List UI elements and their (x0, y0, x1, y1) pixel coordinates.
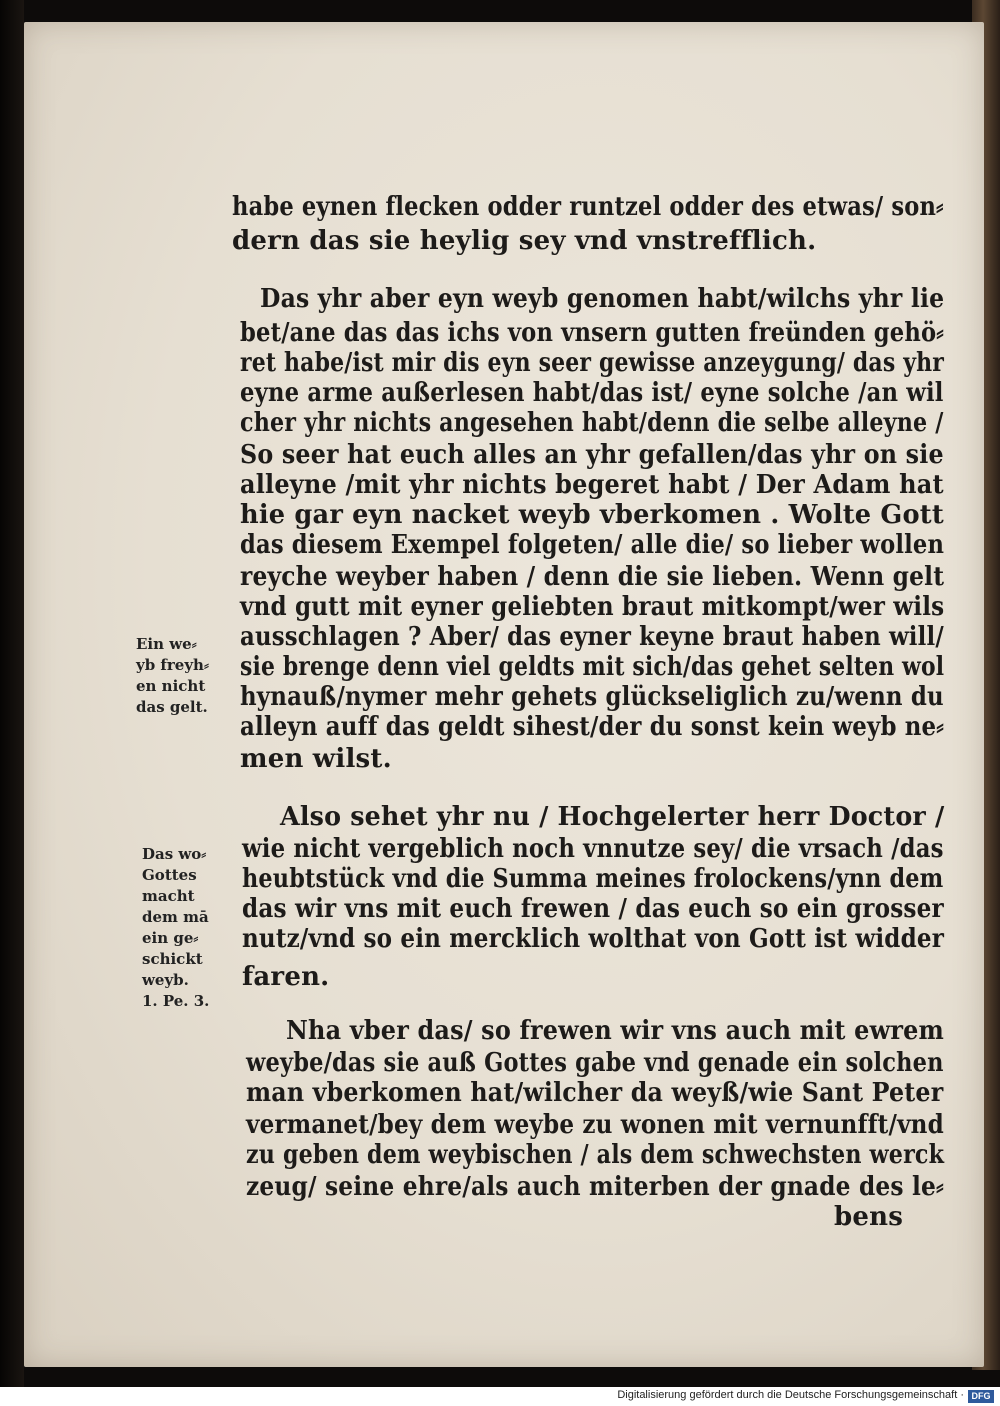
margin-note-line: weyb. (142, 971, 189, 989)
margin-note-line: dem mā (142, 908, 209, 926)
text-line: heubtstück vnd die Summa meines frolockens/ynn dem (242, 864, 944, 894)
text-line: alleyne /mit yhr nichts begeret habt / Der Adam hat (240, 470, 944, 500)
text-line: weybe/das sie auß Gottes gabe vnd genade ein solchen (246, 1048, 944, 1078)
text-line: sie brenge denn viel geldts mit sich/das gehet selten wol (240, 652, 945, 682)
text-line: dern das sie heylig sey vnd vnstrefflich. (232, 226, 817, 256)
margin-note (142, 844, 209, 1012)
text-line: reyche weyber haben / denn die sie lieben. Wenn gelt (240, 562, 945, 592)
text-line: Nha vber das/ so frewen wir vns auch mit ewrem (286, 1016, 945, 1046)
margin-note-line: en nicht (136, 677, 206, 695)
dfg-logo: DFG (968, 1390, 994, 1403)
text-line: So seer hat euch alles an yhr gefallen/das yhr on sie (240, 440, 944, 470)
margin-note-line: schickt (142, 950, 203, 968)
margin-note-line: ein ge⸗ (142, 929, 199, 947)
footer-bar (0, 1387, 1000, 1406)
margin-note-line: Gottes (142, 866, 197, 884)
text-line: bet/ane das das ichs von vnsern gutten freünden gehö⸗ (240, 318, 945, 348)
text-line: faren. (242, 962, 330, 992)
text-line: ret habe/ist mir dis eyn seer gewisse anzeygung/ das yhr (240, 348, 945, 378)
text-line: das wir vns mit euch frewen / das euch so ein grosser (242, 894, 944, 924)
text-line: cher yhr nichts angesehen habt/denn die selbe alleyne / (240, 408, 944, 438)
text-line: alleyn auff das geldt sihest/der du sonst kein weyb ne⸗ (240, 712, 945, 742)
book-page (24, 22, 984, 1367)
text-line: habe eynen flecken odder runtzel odder des etwas/ son⸗ (232, 192, 944, 222)
text-line: eyne arme außerlesen habt/das ist/ eyne solche /an wil (240, 378, 944, 408)
text-line: bens (834, 1202, 904, 1232)
margin-note-line: 1. Pe. 3. (142, 992, 210, 1010)
text-line: Das yhr aber eyn weyb genomen habt/wilchs yhr lie (260, 284, 945, 314)
margin-note-line: Ein we⸗ (136, 635, 197, 653)
text-line: hynauß/nymer mehr gehets glückseliglich zu/wenn du (240, 682, 944, 712)
book-spine (0, 0, 24, 1390)
text-line: hie gar eyn nacket weyb vberkomen . Wolte Gott (240, 500, 944, 530)
text-line: zeug/ seine ehre/als auch miterben der gnade des le⸗ (246, 1172, 944, 1202)
text-line: wie nicht vergeblich noch vnnutze sey/ die vrsach /das (242, 834, 944, 864)
text-line: Also sehet yhr nu / Hochgelerter herr Doctor / (280, 802, 945, 832)
funding-credit: Digitalisierung gefördert durch die Deutsche Forschungsgemeinschaft · (617, 1389, 964, 1401)
text-line: zu geben dem weybischen / als dem schwechsten werck (246, 1140, 945, 1170)
text-line: vnd gutt mit eyner geliebten braut mitkompt/wer wils (240, 592, 945, 622)
text-line: vermanet/bey dem weybe zu wonen mit vernunfft/vnd (246, 1110, 944, 1140)
text-line: man vberkomen hat/wilcher da weyß/wie Sant Peter (246, 1078, 944, 1108)
text-line: nutz/vnd so ein mercklich wolthat von Gott ist widder (242, 924, 945, 954)
margin-note (136, 634, 209, 718)
margin-note-line: yb freyh⸗ (136, 656, 209, 674)
margin-note-line: das gelt. (136, 698, 208, 716)
text-line: men wilst. (240, 744, 392, 774)
text-line: ausschlagen ? Aber/ das eyner keyne braut haben will/ (240, 622, 944, 652)
margin-note-line: macht (142, 887, 195, 905)
margin-note-line: Das wo⸗ (142, 845, 207, 863)
text-line: das diesem Exempel folgeten/ alle die/ so lieber wollen (240, 530, 945, 560)
